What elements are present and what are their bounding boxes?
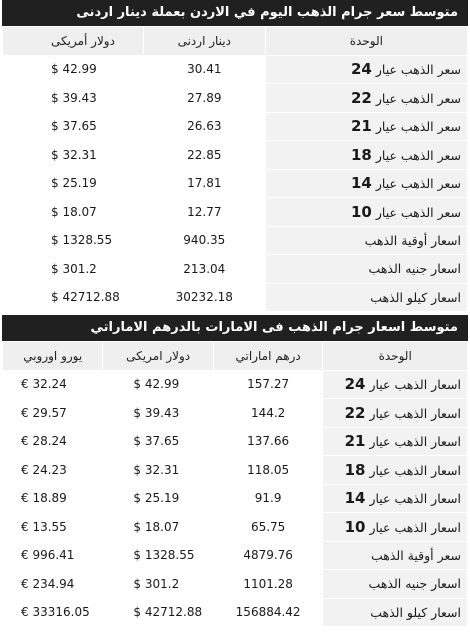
- table-row: [3, 513, 467, 541]
- usd-price: $ 18.07: [103, 513, 212, 541]
- usd-price: $ 42.99: [3, 56, 143, 84]
- aed-price: 156884.42: [214, 599, 322, 627]
- usd-price: $ 39.43: [103, 399, 212, 427]
- usd-price: $ 42.99: [103, 371, 212, 399]
- aed-price: 144.2: [214, 399, 322, 427]
- unit-label-cell: [266, 198, 467, 226]
- eur-price: € 18.89: [3, 485, 102, 513]
- header-unit: الوحدة: [323, 342, 467, 370]
- table-header-row: [3, 342, 467, 370]
- eur-price: € 996.41: [3, 542, 102, 570]
- eur-price: € 13.55: [3, 513, 102, 541]
- header-unit: الوحدة: [266, 27, 467, 55]
- karat-value: 21: [344, 432, 366, 451]
- header-eur: يورو اوروبي: [3, 342, 102, 370]
- unit-label: اسعار الذهب عيار: [369, 491, 461, 507]
- aed-price: 1101.28: [214, 570, 322, 598]
- eur-price: € 24.23: [3, 456, 102, 484]
- table-row: [3, 542, 467, 570]
- usd-price: $ 32.31: [103, 456, 212, 484]
- jordan-table-title: متوسط سعر جرام الذهب اليوم في الاردن بعملة دينار اردنى: [2, 0, 468, 26]
- header-usd: دولار أمريكى: [3, 27, 143, 55]
- usd-price: $ 37.65: [3, 113, 143, 141]
- eur-price: € 28.24: [3, 428, 102, 456]
- table-row: [3, 255, 467, 283]
- unit-label: اسعار كيلو الذهب: [370, 604, 461, 620]
- table-row: [3, 284, 467, 312]
- unit-label-cell: [323, 399, 467, 427]
- usd-price: $ 18.07: [3, 198, 143, 226]
- karat-value: 14: [344, 489, 366, 508]
- table-row: [3, 456, 467, 484]
- unit-label-cell: [323, 428, 467, 456]
- usd-price: $ 25.19: [3, 170, 143, 198]
- header-aed: درهم اماراتي: [214, 342, 322, 370]
- eur-price: € 29.57: [3, 399, 102, 427]
- usd-price: $ 32.31: [3, 141, 143, 169]
- aed-price: 157.27: [214, 371, 322, 399]
- jod-price: 213.04: [144, 255, 265, 283]
- header-usd: دولار امريكى: [103, 342, 212, 370]
- unit-label: اسعار أوقية الذهب: [364, 232, 461, 248]
- usd-price: $ 42712.88: [3, 284, 143, 312]
- unit-label-cell: [323, 456, 467, 484]
- karat-value: 10: [351, 202, 372, 221]
- table-row: [3, 84, 467, 112]
- jod-price: 30232.18: [144, 284, 265, 312]
- uae-table-title: متوسط اسعار جرام الذهب فى الامارات بالدرهم الاماراتي: [2, 315, 468, 341]
- aed-price: 137.66: [214, 428, 322, 456]
- karat-value: 21: [351, 117, 372, 136]
- uae-gold-prices-section: [2, 315, 468, 627]
- unit-label: سعر الذهب عيار: [375, 119, 461, 135]
- jod-price: 12.77: [144, 198, 265, 226]
- unit-label: سعر الذهب عيار: [375, 204, 461, 220]
- eur-price: € 234.94: [3, 570, 102, 598]
- table-row: [3, 170, 467, 198]
- unit-label: سعر الذهب عيار: [375, 176, 461, 192]
- table-row: [3, 599, 467, 627]
- karat-value: 10: [344, 517, 366, 536]
- table-row: [3, 428, 467, 456]
- jod-price: 26.63: [144, 113, 265, 141]
- uae-prices-table: [2, 341, 468, 627]
- karat-value: 14: [351, 174, 372, 193]
- unit-label: سعر الذهب عيار: [375, 147, 461, 163]
- karat-value: 22: [344, 403, 366, 422]
- usd-price: $ 39.43: [3, 84, 143, 112]
- table-row: [3, 113, 467, 141]
- jod-price: 27.89: [144, 84, 265, 112]
- usd-price: $ 42712.88: [103, 599, 212, 627]
- unit-label-cell: [323, 570, 467, 598]
- karat-value: 22: [351, 88, 372, 107]
- jod-price: 940.35: [144, 227, 265, 255]
- table-row: [3, 371, 467, 399]
- unit-label-cell: [266, 227, 467, 255]
- unit-label-cell: [266, 141, 467, 169]
- table-header-row: [3, 27, 467, 55]
- aed-price: 65.75: [214, 513, 322, 541]
- karat-value: 24: [351, 60, 372, 79]
- usd-price: $ 1328.55: [3, 227, 143, 255]
- usd-price: $ 1328.55: [103, 542, 212, 570]
- unit-label-cell: [266, 84, 467, 112]
- eur-price: € 32.24: [3, 371, 102, 399]
- unit-label: سعر أوقية الذهب: [370, 547, 461, 563]
- table-row: [3, 570, 467, 598]
- jod-price: 22.85: [144, 141, 265, 169]
- table-row: [3, 141, 467, 169]
- unit-label-cell: [323, 542, 467, 570]
- usd-price: $ 37.65: [103, 428, 212, 456]
- unit-label: اسعار الذهب عيار: [369, 377, 461, 393]
- table-row: [3, 198, 467, 226]
- jod-price: 30.41: [144, 56, 265, 84]
- unit-label: اسعار الذهب عيار: [369, 405, 461, 421]
- karat-value: 24: [344, 375, 366, 394]
- karat-value: 18: [351, 145, 372, 164]
- eur-price: € 33316.05: [3, 599, 102, 627]
- table-row: [3, 227, 467, 255]
- unit-label-cell: [266, 284, 467, 312]
- unit-label-cell: [323, 599, 467, 627]
- unit-label-cell: [323, 485, 467, 513]
- unit-label-cell: [266, 113, 467, 141]
- unit-label-cell: [266, 56, 467, 84]
- karat-value: 18: [344, 460, 366, 479]
- unit-label: اسعار كيلو الذهب: [370, 289, 461, 305]
- unit-label: اسعار الذهب عيار: [369, 434, 461, 450]
- unit-label: اسعار الذهب عيار: [369, 462, 461, 478]
- unit-label: اسعار الذهب عيار: [369, 519, 461, 535]
- aed-price: 91.9: [214, 485, 322, 513]
- unit-label: سعر الذهب عيار: [375, 90, 461, 106]
- aed-price: 4879.76: [214, 542, 322, 570]
- usd-price: $ 301.2: [3, 255, 143, 283]
- table-row: [3, 399, 467, 427]
- unit-label: اسعار جنيه الذهب: [368, 576, 461, 592]
- jordan-prices-table: [2, 26, 468, 312]
- jod-price: 17.81: [144, 170, 265, 198]
- unit-label: اسعار جنيه الذهب: [368, 261, 461, 277]
- unit-label-cell: [266, 170, 467, 198]
- header-jod: دينار اردنى: [144, 27, 265, 55]
- unit-label-cell: [323, 371, 467, 399]
- table-row: [3, 56, 467, 84]
- table-row: [3, 485, 467, 513]
- usd-price: $ 301.2: [103, 570, 212, 598]
- jordan-gold-prices-section: [2, 0, 468, 312]
- unit-label: سعر الذهب عيار: [375, 62, 461, 78]
- unit-label-cell: [266, 255, 467, 283]
- usd-price: $ 25.19: [103, 485, 212, 513]
- aed-price: 118.05: [214, 456, 322, 484]
- unit-label-cell: [323, 513, 467, 541]
